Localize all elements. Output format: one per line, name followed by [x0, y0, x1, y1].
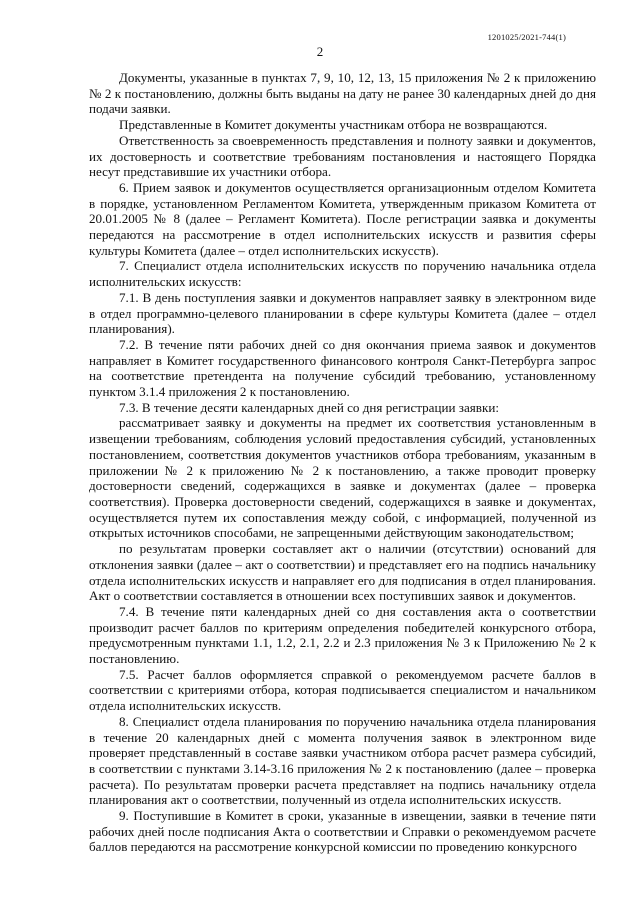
- paragraph-7-5: 7.5. Расчет баллов оформляется справкой о рекомендуемом расчете баллов в соответствии с критериями отбора, которая подписывается специалистом и начальником отдела исполнительских искусств.: [89, 666, 596, 714]
- paragraph-documents-validity: Документы, указанные в пунктах 7, 9, 10, 12, 13, 15 приложения № 2 к приложению № 2 к постановлению, должны быть выданы на дату не ранее 30 календарных дней до дня подачи заявки.: [89, 70, 596, 117]
- paragraph-8: 8. Специалист отдела планирования по поручению начальника отдела планирования в течение 20 календарных дней с момента получения заявок в электронном виде проверяет представленный в составе заявки участником отбора расчет размера субсидий, в соответствии с пунктами 3.14-3.16 приложения № 2 к постановлению (далее – проверка расчета). По результатам проверки расчета представляет на подпись начальнику отдела планирования акт о соответствии, полученный из отдела исполнительских искусств.: [89, 713, 596, 808]
- paragraph-9: 9. Поступившие в Комитет в сроки, указанные в извещении, заявки в течение пяти рабочих дней после подписания Акта о соответствии и Справки о рекомендуемом расчете баллов передаются на рассмотрение конкурсной комиссии по проведению конкурсного: [89, 808, 596, 855]
- paragraph-7-3-review: рассматривает заявку и документы на предмет их соответствия установленным в извещении требованиям, соблюдения условий предоставления субсидий, установленных постановлением, соответствия документов участников отбора требованиям, указанным в приложении № 2 к приложению № 2 к постановлению, а также проводит проверку достоверности сведений, содержащихся в заявке и документах (далее – проверка соответствия). Проверка достоверности сведений, содержащихся в заявке и документах, осуществляется путем их сопоставления между собой, с информацией, полученной из открытых источников способами, не запрещенными действующим законодательством;: [89, 415, 596, 541]
- paragraph-documents-not-returned: Представленные в Комитет документы участникам отбора не возвращаются.: [119, 117, 548, 133]
- page-number: 2: [316, 44, 324, 59]
- paragraph-7-1: 7.1. В день поступления заявки и документов направляет заявку в электронном виде в отдел программно-целевого планировании в сфере культуры Комитета (далее – отдел планирования).: [89, 289, 596, 337]
- paragraph-7-3: 7.3. В течение десяти календарных дней со дня регистрации заявки:: [119, 399, 499, 415]
- document-id: 1201025/2021-744(1): [487, 32, 566, 42]
- document-body: [89, 70, 596, 855]
- paragraph-6: 6. Прием заявок и документов осуществляется организационным отделом Комитета в порядке, установленном Регламентом Комитета, утвержденным приказом Комитета от 20.01.2005 № 8 (далее – Регламент Комитета). После регистрации заявка и документы передаются на рассмотрение в отдел исполнительских искусств и развития сферы культуры Комитета (далее – отдел исполнительских искусств).: [89, 179, 596, 258]
- paragraph-7: 7. Специалист отдела исполнительских искусств по поручению начальника отдела исполнительских искусств:: [89, 258, 596, 290]
- paragraph-7-4: 7.4. В течение пяти календарных дней со дня составления акта о соответствии производит расчет баллов по критериям определения победителей конкурсного отбора, предусмотренным пунктами 1.1, 1.2, 2.1, 2.2 и 2.3 приложения № 3 к Приложению № 2 к постановлению.: [89, 603, 596, 667]
- paragraph-7-2: 7.2. В течение пяти рабочих дней со дня окончания приема заявок и документов направляет в Комитет государственного финансового контроля Санкт-Петербурга запрос на соответствие претендента на получение субсидий требованию, установленному пунктом 3.1.4 приложения 2 к постановлению.: [89, 336, 596, 400]
- paragraph-responsibility: Ответственность за своевременность представления и полноту заявки и документов, их достоверность и соответствие требованиям постановления и настоящего Порядка несут представившие их участники отбора.: [89, 132, 596, 180]
- paragraph-7-3-act: по результатам проверки составляет акт о наличии (отсутствии) оснований для отклонения заявки (далее – акт о соответствии) и представляет его на подпись начальнику отдела исполнительских искусств и направляет его для подписания в отдел планирования. Акт о соответствии составляется в отношении всех поступивших заявок и документов.: [89, 541, 596, 604]
